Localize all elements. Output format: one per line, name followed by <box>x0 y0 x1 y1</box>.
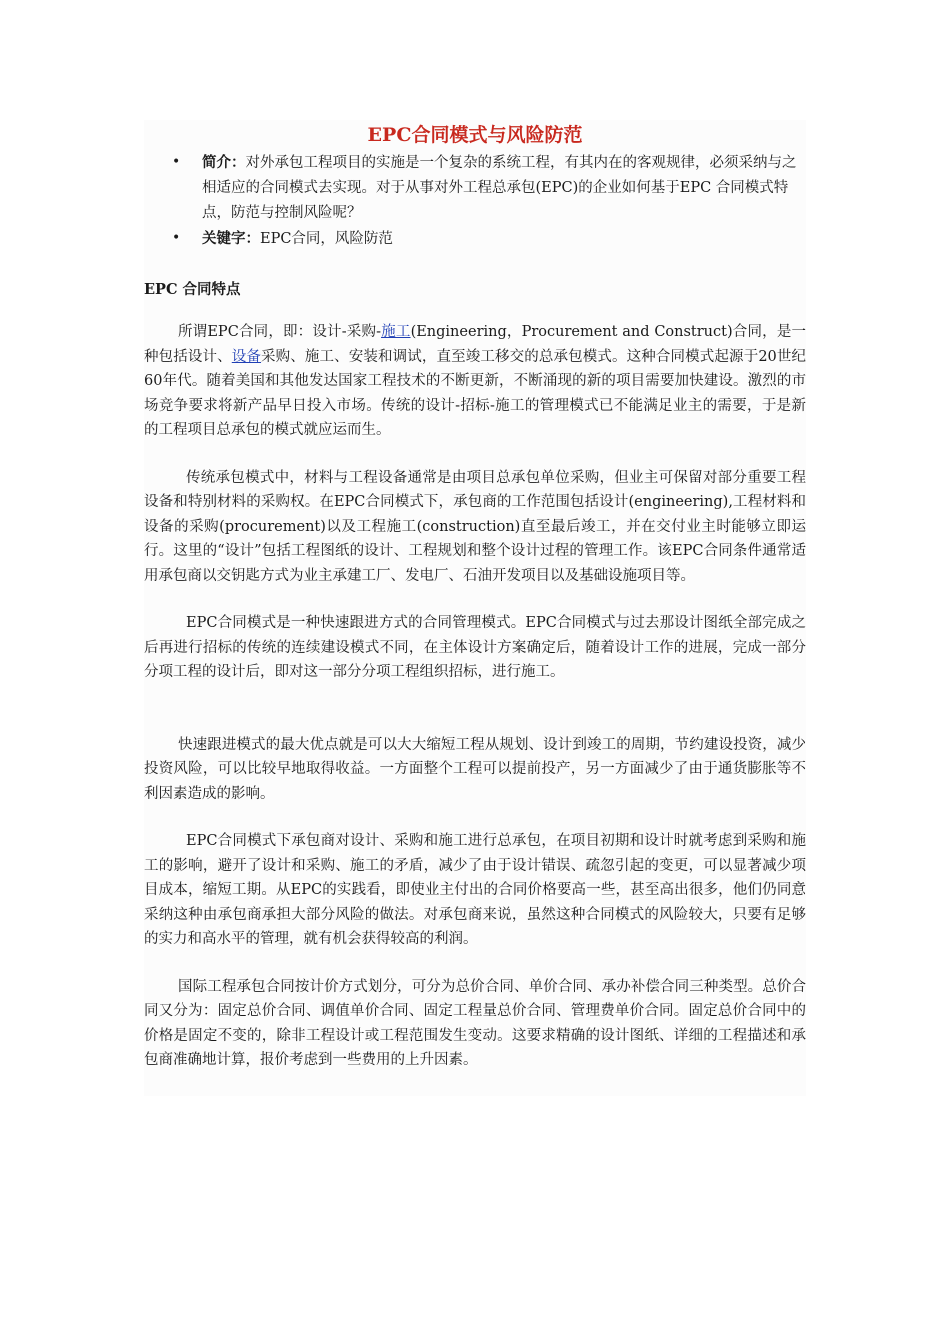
paragraph-1-text-c: 采购、施工、安装和调试，直至竣工移交的总承包模式。这种合同模式起源于20世纪60年代。随着美国和其他发达国家工程技术的不断更新，不断涌现的新的项目需要加快建设。激烈的市场竞争要求将新产品早日投入市场。传统的设计-招标-施工的管理模式已不能满足业主的需要，于是新的工程项目总承包的模式就应运而生。 <box>144 348 807 438</box>
keywords-text: EPC合同，风险防范 <box>260 231 393 247</box>
bullet-icon: • <box>172 154 181 170</box>
section-heading: EPC 合同特点 <box>144 281 241 298</box>
summary-label: 简介： <box>202 154 246 171</box>
keywords-label: 关键字： <box>202 230 260 247</box>
paragraph-6: 国际工程承包合同按计价方式划分，可分为总价合同、单价合同、承办补偿合同三种类型。总价合同又分为：固定总价合同、调值单价合同、固定工程量总价合同、管理费单价合同。固定总价合同中的价格是固定不变的，除非工程设计或工程范围发生变动。这要求精确的设计图纸、详细的工程描述和承包商准确地计算，报价考虑到一些费用的上升因素。 <box>144 978 806 1068</box>
paragraph-5: EPC合同模式下承包商对设计、采购和施工进行总承包，在项目初期和设计时就考虑到采购和施工的影响，避开了设计和采购、施工的矛盾，减少了由于设计错误、疏忽引起的变更，可以显著减少项目成本，缩短工期。从EPC的实践看，即使业主付出的合同价格要高一些，甚至高出很多，他们仍同意采纳这种由承包商承担大部分风险的做法。对承包商来说，虽然这种合同模式的风险较大，只要有足够的实力和高水平的管理，就有机会获得较高的利润。 <box>144 833 806 947</box>
bullet-icon: • <box>172 230 181 246</box>
paragraph-2: 传统承包模式中，材料与工程设备通常是由项目总承包单位采购，但业主可保留对部分重要工程设备和特别材料的采购权。在EPC合同模式下，承包商的工作范围包括设计(engineering),工程材料和设备的采购(procurement)以及工程施工(construction)直至最后竣工，并在交付业主时能够立即运行。这里的“设计”包括工程图纸的设计、工程规划和整个设计过程的管理工作。该EPC合同条件通常适用承包商以交钥匙方式为业主承建工厂、发电厂、石油开发项目以及基础设施项目等。 <box>144 469 806 584</box>
intro-keywords-item <box>144 226 806 252</box>
document-title: EPC合同模式与风险防范 <box>367 124 583 146</box>
intro-summary-item <box>144 150 806 226</box>
equipment-link[interactable]: 设备 <box>231 348 262 365</box>
paragraph-1-text-b: (Engineering，Procurement and Construct)合同，是一种包括设计、 <box>144 324 807 365</box>
paragraph-1-text-a: 所谓EPC合同，即：设计-采购- <box>178 324 382 340</box>
paragraph-4: 快速跟进模式的最大优点就是可以大大缩短工程从规划、设计到竣工的周期，节约建设投资，减少投资风险，可以比较早地取得收益。一方面整个工程可以提前投产，另一方面减少了由于通货膨胀等不利因素造成的影响。 <box>144 736 806 802</box>
document-body <box>144 120 806 1096</box>
paragraph-1 <box>144 320 806 443</box>
paragraph-3: EPC合同模式是一种快速跟进方式的合同管理模式。EPC合同模式与过去那设计图纸全部完成之后再进行招标的传统的连续建设模式不同，在主体设计方案确定后，随着设计工作的进展，完成一部分分项工程的设计后，即对这一部分分项工程组织招标，进行施工。 <box>144 615 806 680</box>
summary-text: 对外承包工程项目的实施是一个复杂的系统工程，有其内在的客观规律，必须采纳与之相适应的合同模式去实现。对于从事对外工程总承包(EPC)的企业如何基于EPC 合同模式特点，防范与控制风险呢？ <box>202 155 797 221</box>
intro-list <box>144 150 806 252</box>
construction-link[interactable]: 施工 <box>381 324 411 340</box>
